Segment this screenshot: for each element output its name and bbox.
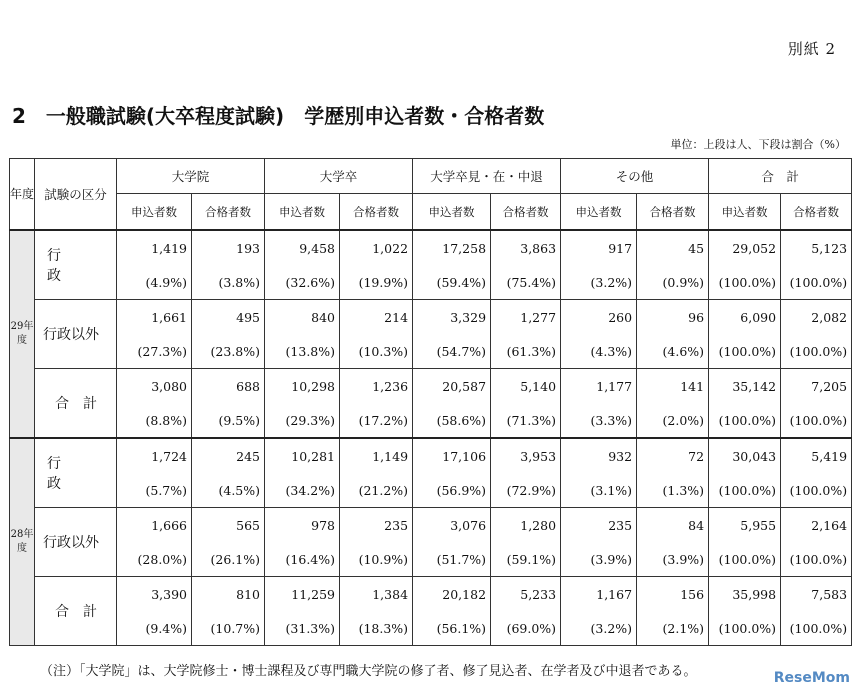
percent-cell: (3.2%) (561, 611, 637, 646)
count-cell: 810 (192, 577, 265, 612)
percent-cell: (19.9%) (340, 265, 413, 300)
percent-cell: (10.3%) (340, 334, 413, 369)
count-cell: 5,123 (781, 230, 852, 265)
table-row (10, 611, 852, 646)
percent-cell: (72.9%) (491, 473, 561, 508)
percent-cell: (9.5%) (192, 403, 265, 438)
table-row (10, 438, 852, 473)
table-row (10, 300, 852, 335)
count-cell: 840 (265, 300, 340, 335)
percent-cell: (3.2%) (561, 265, 637, 300)
table-row (10, 334, 852, 369)
table-row (10, 508, 852, 543)
count-cell: 1,661 (117, 300, 192, 335)
percent-cell: (100.0%) (781, 611, 852, 646)
percent-cell: (8.8%) (117, 403, 192, 438)
percent-cell: (56.9%) (413, 473, 491, 508)
percent-cell: (29.3%) (265, 403, 340, 438)
percent-cell: (5.7%) (117, 473, 192, 508)
percent-cell: (54.7%) (413, 334, 491, 369)
count-cell: 84 (637, 508, 709, 543)
percent-cell: (56.1%) (413, 611, 491, 646)
percent-cell: (61.3%) (491, 334, 561, 369)
percent-cell: (69.0%) (491, 611, 561, 646)
count-cell: 3,863 (491, 230, 561, 265)
count-cell: 6,090 (709, 300, 781, 335)
percent-cell: (13.8%) (265, 334, 340, 369)
count-cell: 3,953 (491, 438, 561, 473)
percent-cell: (10.7%) (192, 611, 265, 646)
count-cell: 35,998 (709, 577, 781, 612)
percent-cell: (100.0%) (709, 265, 781, 300)
percent-cell: (2.1%) (637, 611, 709, 646)
count-cell: 20,182 (413, 577, 491, 612)
applicants-table (9, 158, 852, 646)
count-cell: 17,258 (413, 230, 491, 265)
percent-cell: (3.8%) (192, 265, 265, 300)
group-header: 大学院 (117, 159, 265, 194)
count-cell: 30,043 (709, 438, 781, 473)
group-header: 大学卒見・在・中退 (413, 159, 561, 194)
count-cell: 20,587 (413, 369, 491, 404)
count-cell: 565 (192, 508, 265, 543)
sub-header-passers: 合格者数 (637, 194, 709, 231)
count-cell: 245 (192, 438, 265, 473)
category-cell: 合計 (35, 577, 117, 646)
count-cell: 978 (265, 508, 340, 543)
count-cell: 1,149 (340, 438, 413, 473)
table-row (10, 265, 852, 300)
sub-header-applicants: 申込者数 (413, 194, 491, 231)
count-cell: 35,142 (709, 369, 781, 404)
resemom-logo: ReseMom (773, 670, 850, 686)
count-cell: 917 (561, 230, 637, 265)
sub-header-passers: 合格者数 (192, 194, 265, 231)
percent-cell: (58.6%) (413, 403, 491, 438)
percent-cell: (100.0%) (709, 611, 781, 646)
count-cell: 2,082 (781, 300, 852, 335)
count-cell: 495 (192, 300, 265, 335)
percent-cell: (10.9%) (340, 542, 413, 577)
unit-note: 単位：上段は人、下段は割合（%） (670, 138, 846, 151)
percent-cell: (51.7%) (413, 542, 491, 577)
count-cell: 11,259 (265, 577, 340, 612)
category-cell: 行政 (35, 438, 117, 508)
percent-cell: (100.0%) (709, 473, 781, 508)
percent-cell: (23.8%) (192, 334, 265, 369)
category-cell: 行政以外 (35, 508, 117, 577)
count-cell: 7,583 (781, 577, 852, 612)
count-cell: 1,666 (117, 508, 192, 543)
count-cell: 1,419 (117, 230, 192, 265)
percent-cell: (100.0%) (781, 265, 852, 300)
count-cell: 688 (192, 369, 265, 404)
year-header: 年度 (10, 159, 35, 231)
sub-header-applicants: 申込者数 (117, 194, 192, 231)
table-row (10, 542, 852, 577)
percent-cell: (32.6%) (265, 265, 340, 300)
group-header: 大学卒 (265, 159, 413, 194)
count-cell: 193 (192, 230, 265, 265)
count-cell: 17,106 (413, 438, 491, 473)
percent-cell: (100.0%) (781, 334, 852, 369)
count-cell: 1,724 (117, 438, 192, 473)
count-cell: 9,458 (265, 230, 340, 265)
category-cell: 行政 (35, 230, 117, 300)
percent-cell: (9.4%) (117, 611, 192, 646)
percent-cell: (26.1%) (192, 542, 265, 577)
percent-cell: (100.0%) (781, 403, 852, 438)
count-cell: 72 (637, 438, 709, 473)
percent-cell: (4.6%) (637, 334, 709, 369)
percent-cell: (2.0%) (637, 403, 709, 438)
percent-cell: (27.3%) (117, 334, 192, 369)
count-cell: 1,384 (340, 577, 413, 612)
count-cell: 214 (340, 300, 413, 335)
count-cell: 1,280 (491, 508, 561, 543)
percent-cell: (21.2%) (340, 473, 413, 508)
percent-cell: (100.0%) (709, 542, 781, 577)
count-cell: 45 (637, 230, 709, 265)
count-cell: 7,205 (781, 369, 852, 404)
percent-cell: (4.3%) (561, 334, 637, 369)
count-cell: 1,236 (340, 369, 413, 404)
count-cell: 235 (340, 508, 413, 543)
count-cell: 10,281 (265, 438, 340, 473)
footnote: （注）「大学院」は、大学院修士・博士課程及び専門職大学院の修了者、修了見込者、在学者及び中退者である。 (40, 664, 697, 679)
count-cell: 3,080 (117, 369, 192, 404)
group-header: 合 計 (709, 159, 852, 194)
percent-cell: (17.2%) (340, 403, 413, 438)
percent-cell: (100.0%) (709, 334, 781, 369)
sub-header-passers: 合格者数 (781, 194, 852, 231)
category-cell: 合計 (35, 369, 117, 439)
percent-cell: (59.1%) (491, 542, 561, 577)
count-cell: 260 (561, 300, 637, 335)
count-cell: 5,955 (709, 508, 781, 543)
count-cell: 2,164 (781, 508, 852, 543)
page-title: 2 一般職試験(大卒程度試験) 学歴別申込者数・合格者数 (12, 104, 545, 128)
count-cell: 1,277 (491, 300, 561, 335)
percent-cell: (3.3%) (561, 403, 637, 438)
percent-cell: (75.4%) (491, 265, 561, 300)
count-cell: 235 (561, 508, 637, 543)
percent-cell: (3.9%) (561, 542, 637, 577)
sub-header-applicants: 申込者数 (709, 194, 781, 231)
attachment-label: 別紙 2 (787, 40, 836, 58)
count-cell: 5,419 (781, 438, 852, 473)
year-cell: 29年度 (10, 230, 35, 438)
count-cell: 3,329 (413, 300, 491, 335)
percent-cell: (100.0%) (781, 542, 852, 577)
count-cell: 3,076 (413, 508, 491, 543)
table-row (10, 230, 852, 265)
count-cell: 1,022 (340, 230, 413, 265)
count-cell: 1,177 (561, 369, 637, 404)
percent-cell: (1.3%) (637, 473, 709, 508)
percent-cell: (71.3%) (491, 403, 561, 438)
group-header: その他 (561, 159, 709, 194)
table-row (10, 473, 852, 508)
sub-header-passers: 合格者数 (340, 194, 413, 231)
percent-cell: (4.9%) (117, 265, 192, 300)
sub-header-applicants: 申込者数 (561, 194, 637, 231)
count-cell: 29,052 (709, 230, 781, 265)
percent-cell: (3.9%) (637, 542, 709, 577)
count-cell: 96 (637, 300, 709, 335)
count-cell: 5,233 (491, 577, 561, 612)
table-row (10, 369, 852, 404)
count-cell: 156 (637, 577, 709, 612)
table-row (10, 403, 852, 438)
category-cell: 行政以外 (35, 300, 117, 369)
percent-cell: (100.0%) (709, 403, 781, 438)
percent-cell: (18.3%) (340, 611, 413, 646)
percent-cell: (100.0%) (781, 473, 852, 508)
count-cell: 1,167 (561, 577, 637, 612)
percent-cell: (16.4%) (265, 542, 340, 577)
percent-cell: (34.2%) (265, 473, 340, 508)
percent-cell: (3.1%) (561, 473, 637, 508)
percent-cell: (0.9%) (637, 265, 709, 300)
sub-header-applicants: 申込者数 (265, 194, 340, 231)
table-row (10, 577, 852, 612)
category-header: 試験の区分 (35, 159, 117, 231)
year-cell: 28年度 (10, 438, 35, 646)
count-cell: 932 (561, 438, 637, 473)
count-cell: 10,298 (265, 369, 340, 404)
count-cell: 3,390 (117, 577, 192, 612)
percent-cell: (4.5%) (192, 473, 265, 508)
sub-header-passers: 合格者数 (491, 194, 561, 231)
percent-cell: (59.4%) (413, 265, 491, 300)
count-cell: 5,140 (491, 369, 561, 404)
count-cell: 141 (637, 369, 709, 404)
percent-cell: (28.0%) (117, 542, 192, 577)
percent-cell: (31.3%) (265, 611, 340, 646)
